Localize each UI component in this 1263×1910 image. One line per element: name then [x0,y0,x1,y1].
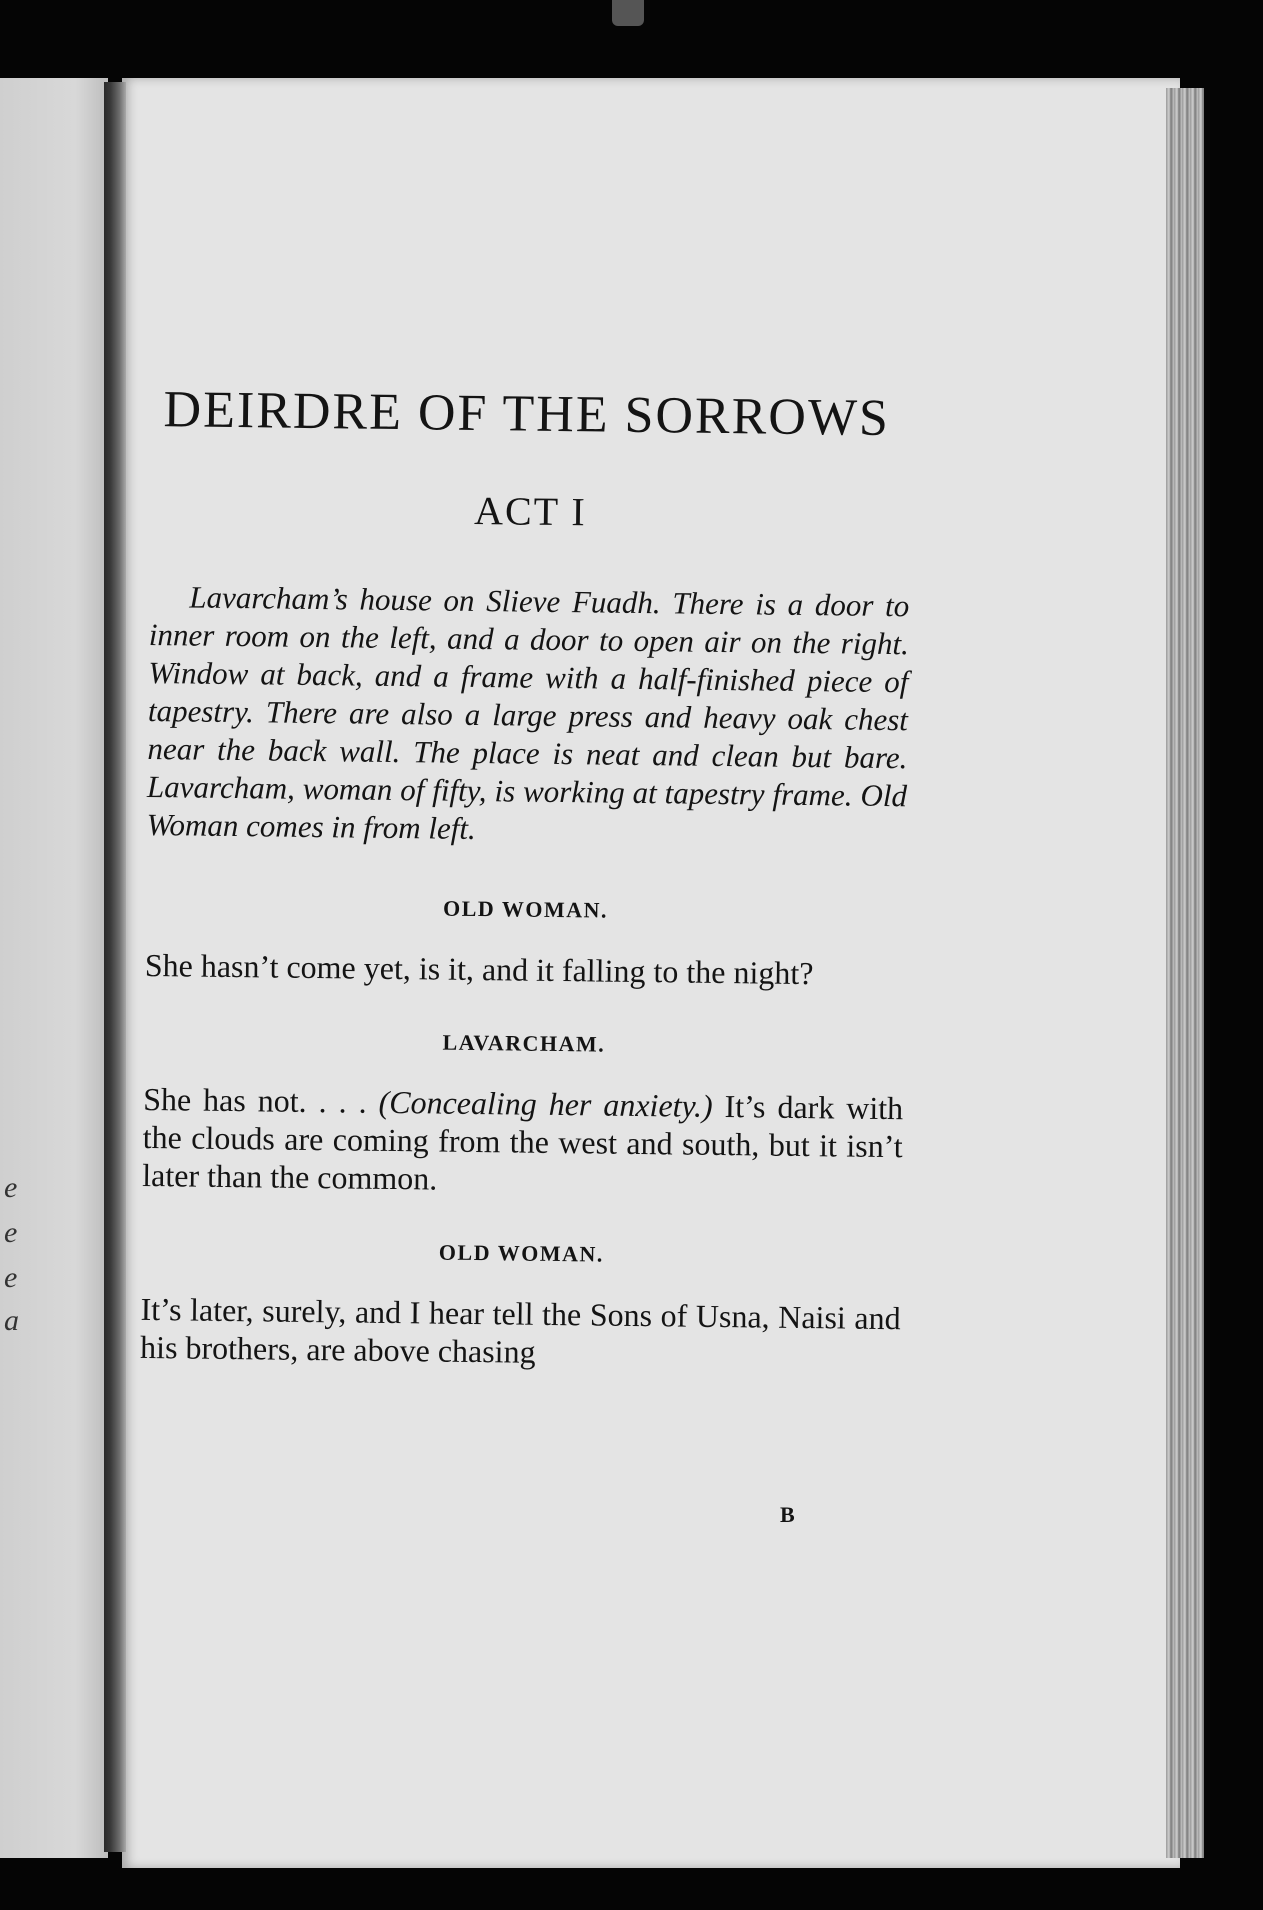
signature-mark: B [780,1502,795,1527]
scan-artifact [612,0,644,26]
page-text [139,380,912,1417]
facing-page-fragment: e [4,1216,18,1249]
speaker-name: OLD WOMAN. [438,1239,604,1267]
speech-line: It’s dark with the clouds are coming from the west and south, but it isn’t later than the common. [142,1087,904,1197]
binding-gutter [104,82,126,1852]
inline-stage-direction: (Concealing her anxiety.) [378,1083,713,1124]
speech-line: She has not. . . . [142,1080,379,1120]
facing-page-fragment: a [4,1304,19,1337]
facing-page [0,78,108,1858]
play-title: DEIRDRE OF THE SORROWS [163,381,891,448]
stage-direction: Lavarcham’s house on Slieve Fuadh. There is a door to inner room on the left, and a door to open air on the right. Window at back, and a frame with a half-finished piece of tapestry. There are also a large press and heavy oak chest near the back wall. The place is neat and clean but bare. Lavarcham, woman of fifty, is working at tapestry frame. Old Woman comes in from left. [146,579,910,846]
page-edges [1166,88,1204,1858]
facing-page-fragment: e [4,1261,18,1294]
speaker-name: LAVARCHAM. [442,1029,606,1057]
speech-line: It’s later, surely, and I hear tell the Sons of Usna, Naisi and his brothers, are above chasing [139,1290,901,1370]
act-heading: ACT I [473,487,587,535]
speech-text [140,1290,901,1375]
speech-text [142,1080,903,1203]
speaker-name: OLD WOMAN. [442,895,609,923]
speech-line: She hasn’t come yet, is it, and it falling to the night? [144,946,814,992]
speech-text [145,946,905,993]
facing-page-fragment: e [4,1171,18,1204]
